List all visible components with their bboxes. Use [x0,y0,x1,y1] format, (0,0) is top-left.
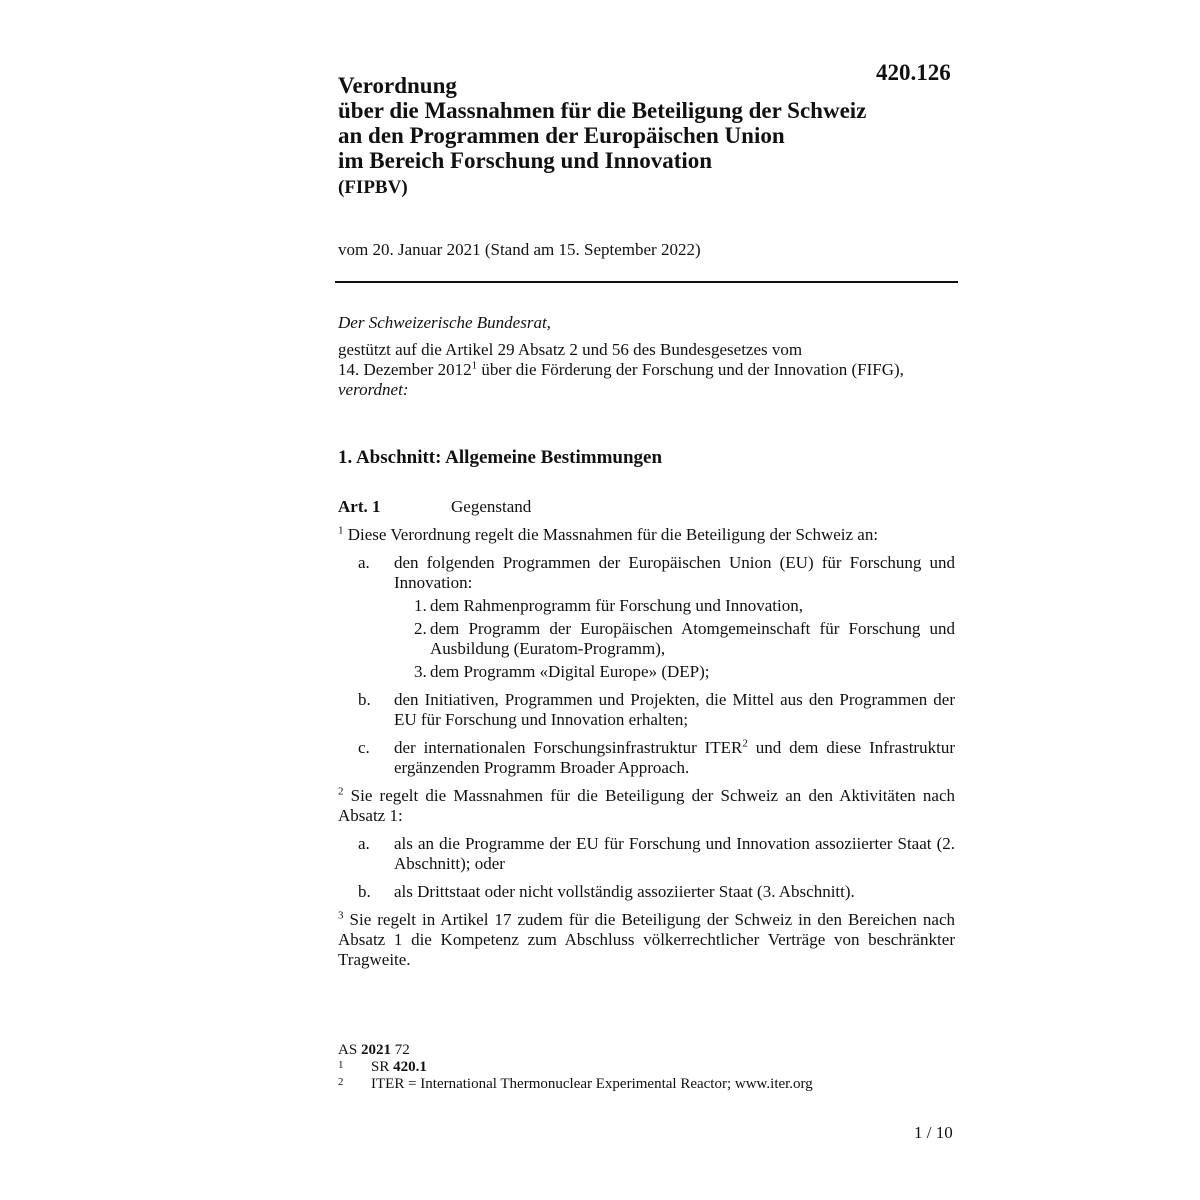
sub-list-marker: 2. [414,619,427,638]
footnote [338,1076,938,1093]
footnote-reference[interactable]: 1 [471,359,478,372]
list-item [338,882,955,902]
paragraph-2 [338,786,955,902]
footnote-reference[interactable]: 2 [742,737,748,750]
legal-basis-line-1: gestützt auf die Artikel 29 Absatz 2 und 56 des Bundesgesetzes vom [338,340,803,359]
legal-basis-date: 14. Dezember 2012 [338,360,472,379]
sub-list-item [394,662,955,682]
paragraph-text: Diese Verordnung regelt die Massnahmen für die Beteiligung der Schweiz an: [343,525,879,544]
list-item-text: als Drittstaat oder nicht vollständig assoziierter Staat (3. Abschnitt). [394,882,855,901]
sub-list-marker: 1. [414,596,427,615]
list-item [338,834,955,874]
section-heading: 1. Abschnitt: Allgemeine Bestimmungen [338,447,663,468]
list-item-text: der internationalen Forschungsinfrastruktur ITER$^2$ und dem diese Infrastruktur ergänzenden Programm Broader Approach. [394,737,955,777]
title-line: über die Massnahmen für die Beteiligung der Schweiz [338,98,867,123]
footnote-number: 2 [338,1076,344,1088]
sub-list-text: dem Programm der Europäischen Atomgemeinschaft für Forschung und Ausbildung (Euratom-Programm), [430,619,955,658]
legal-basis-line-2 [338,360,958,380]
date-line: vom 20. Januar 2021 (Stand am 15. September 2022) [338,240,701,259]
document-abbreviation: (FIPBV) [338,177,408,198]
footnote-text: SR 420.1 [371,1059,427,1075]
paragraph-text: Sie regelt in Artikel 17 zudem für die Beteiligung der Schweiz in den Bereichen nach Absatz 1 die Kompetenz zum Abschluss völkerrechtlicher Verträge von beschränkter Tragweite. [338,910,955,969]
list-item [338,738,955,778]
article-title: Gegenstand [451,497,532,516]
sr-number: 420.126 [876,60,951,85]
sub-list-text: dem Rahmenprogramm für Forschung und Innovation, [430,596,803,615]
article-number: Art. 1 [338,497,381,516]
page-counter: 1 / 10 [914,1123,953,1142]
enacting-clause: verordnet: [338,380,409,399]
article-body [338,525,955,978]
list-item [338,690,955,730]
footnote [338,1059,938,1076]
paragraph-1 [338,525,955,778]
paragraph-3 [338,910,955,970]
list-marker: b. [358,882,371,901]
title-line: Verordnung [338,73,457,98]
paragraph-text: Sie regelt die Massnahmen für die Beteiligung der Schweiz an den Aktivitäten nach Absatz 1: [338,786,955,825]
sub-list-item [394,596,955,616]
issuer: Der Schweizerische Bundesrat, [338,313,551,332]
paragraph-number: 3 [338,909,344,922]
footnote-text: ITER = International Thermonuclear Experimental Reactor; www.iter.org [371,1076,813,1092]
sub-list-text: dem Programm «Digital Europe» (DEP); [430,662,710,681]
list-marker: b. [358,690,371,709]
list-item [338,553,955,682]
list-item-text: den folgenden Programmen der Europäischen Union (EU) für Forschung und Innovation: [394,553,955,592]
header-divider [335,281,958,283]
legal-basis-rest: über die Förderung der Forschung und der Innovation (FIFG), [477,360,904,379]
paragraph-number: 2 [338,785,344,798]
document-title [338,73,866,173]
preamble [338,313,958,400]
list-marker: a. [358,553,370,572]
footnote-number: 1 [338,1059,344,1071]
paragraph-number: 1 [338,524,344,537]
title-line: an den Programmen der Europäischen Union [338,123,785,148]
list-marker: a. [358,834,370,853]
title-line: im Bereich Forschung und Innovation [338,148,713,173]
list-marker: c. [358,738,370,757]
list-item-text: als an die Programme der EU für Forschung und Innovation assoziierter Staat (2. Abschnitt); oder [394,834,955,873]
sub-list-item [394,619,955,659]
list-item-text: den Initiativen, Programmen und Projekten, die Mittel aus den Programmen der EU für Forschung und Innovation erhalten; [394,690,955,729]
official-compilation-reference: AS 2021 72 [338,1042,410,1058]
footnotes [338,1042,938,1093]
sub-list-marker: 3. [414,662,427,681]
